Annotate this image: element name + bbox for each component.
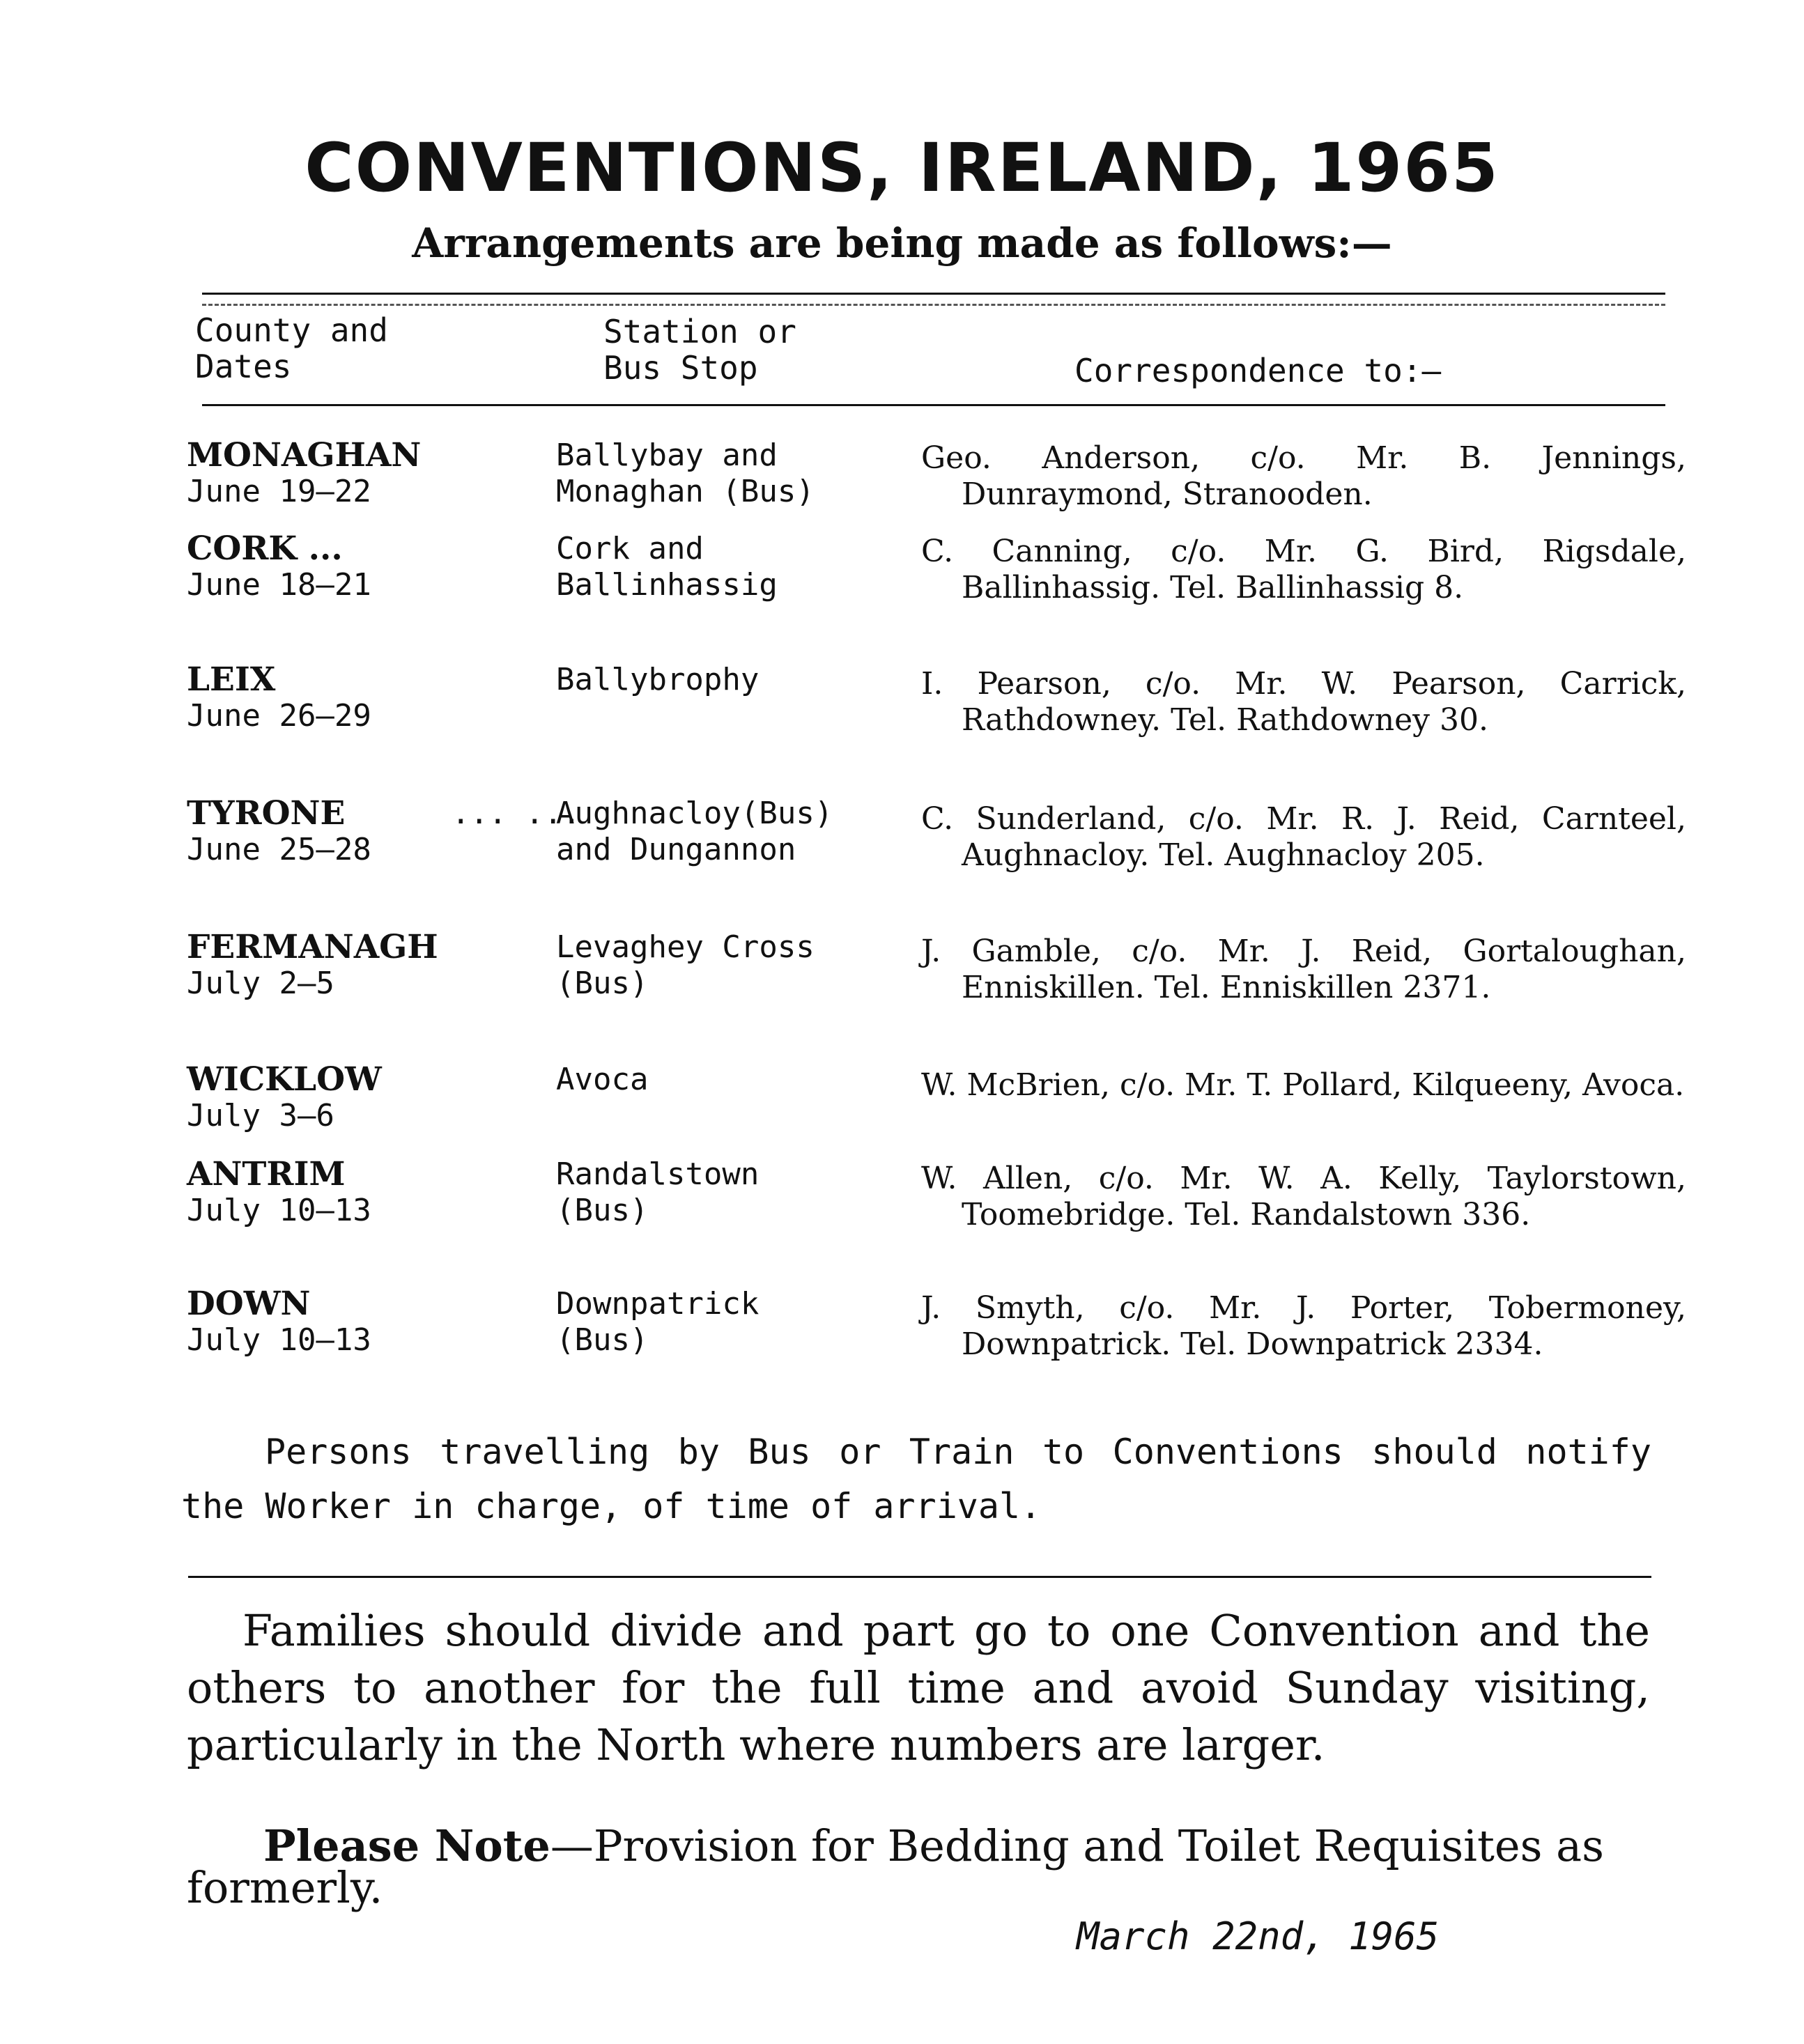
station-or-bus-stop: Aughnacloy(Bus) and Dungannon [556,796,833,867]
county-name: FERMANAGH [187,928,438,966]
correspondence-address: C. Sunderland, c/o. Mr. R. J. Reid, Carnteel, Aughnacloy. Tel. Aughnacloy 205. [921,801,1686,873]
county-name: TYRONE [187,794,346,833]
county-name: ANTRIM [187,1155,346,1193]
county-name: WICKLOW [187,1060,382,1099]
correspondence-address: W. McBrien, c/o. Mr. T. Pollard, Kilqueeny, Avoca. [921,1067,1685,1103]
convention-dates: July 10—13 [187,1193,371,1228]
correspondence-address: W. Allen, c/o. Mr. W. A. Kelly, Taylorstown, Toomebridge. Tel. Randalstown 336. [921,1161,1686,1232]
issue-date: March 22nd, 1965 [1077,1914,1440,1958]
tyrone-leader-dots: ... ... [452,796,581,831]
convention-dates: July 3—6 [187,1098,334,1133]
please-note-label: Please Note [263,1820,550,1871]
correspondence-address: J. Smyth, c/o. Mr. J. Porter, Tobermoney, Downpatrick. Tel. Downpatrick 2334. [921,1290,1686,1362]
county-name: LEIX [187,660,276,699]
column-header-correspondence: Correspondence to:— [1074,352,1442,389]
header-rule [202,404,1665,406]
station-or-bus-stop: Avoca [556,1062,649,1097]
convention-dates: June 18—21 [187,567,371,603]
travel-notice: Persons travelling by Bus or Train to Conventions should notify the Worker in charge, of time of arrival. [181,1432,1651,1526]
please-note-text: —Provision for Bedding and Toilet Requisites as formerly. [187,1820,1604,1913]
station-or-bus-stop: Randalstown (Bus) [556,1156,760,1228]
column-header-station: Station or Bus Stop [603,313,796,387]
page-subtitle: Arrangements are being made as follows:— [412,219,1392,267]
correspondence-address: C. Canning, c/o. Mr. G. Bird, Rigsdale, Ballinhassig. Tel. Ballinhassig 8. [921,534,1686,605]
county-name: DOWN [187,1285,311,1323]
station-or-bus-stop: Downpatrick (Bus) [556,1286,760,1358]
please-note [187,1820,1650,1913]
correspondence-address: I. Pearson, c/o. Mr. W. Pearson, Carrick, Rathdowney. Tel. Rathdowney 30. [921,666,1686,738]
notes-divider [188,1576,1651,1578]
column-header-county: County and Dates [195,311,388,385]
convention-dates: July 10—13 [187,1322,371,1358]
families-notice: Families should divide and part go to one Convention and the others to another for the full time and avoid Sunday visiting, particularly in the North where numbers are larger. [187,1605,1650,1770]
correspondence-address: Geo. Anderson, c/o. Mr. B. Jennings, Dunraymond, Stranooden. [921,440,1686,512]
convention-dates: June 19—22 [187,474,371,509]
convention-dates: June 25—28 [187,832,371,867]
top-rule-dashed [202,304,1665,306]
top-rule [202,293,1665,295]
county-name: CORK ... [187,529,343,568]
station-or-bus-stop: Levaghey Cross (Bus) [556,929,815,1001]
station-or-bus-stop: Ballybay and Monaghan (Bus) [556,438,815,509]
correspondence-address: J. Gamble, c/o. Mr. J. Reid, Gortaloughan, Enniskillen. Tel. Enniskillen 2371. [921,934,1686,1005]
convention-dates: July 2—5 [187,966,334,1001]
page-title: CONVENTIONS, IRELAND, 1965 [304,129,1500,207]
convention-dates: June 26—29 [187,698,371,734]
county-name: MONAGHAN [187,436,422,474]
station-or-bus-stop: Ballybrophy [556,662,760,697]
station-or-bus-stop: Cork and Ballinhassig [556,531,778,603]
